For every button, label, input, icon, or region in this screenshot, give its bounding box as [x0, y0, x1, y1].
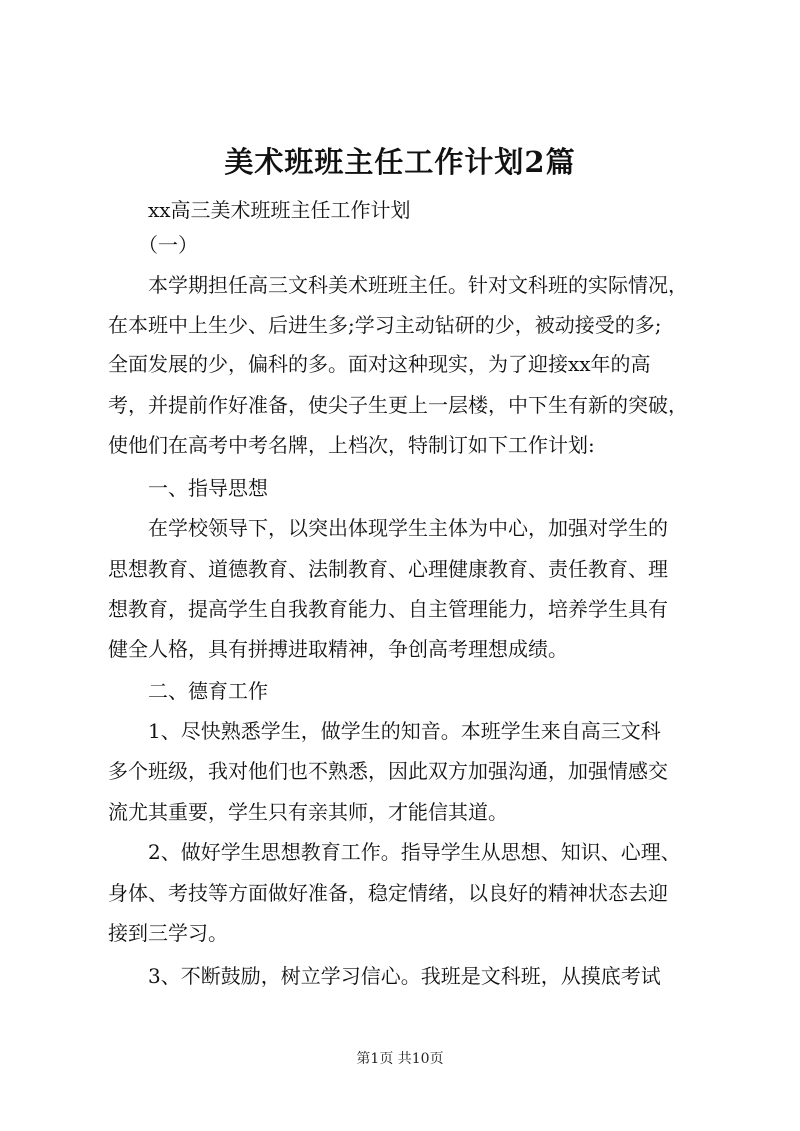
- body-line: xx高三美术班班主任工作计划: [108, 198, 411, 222]
- body-line: 使他们在高考中考名牌，上档次，特制订如下工作计划:: [108, 433, 595, 457]
- body-line: 多个班级，我对他们也不熟悉，因此双方加强沟通，加强情感交: [108, 759, 668, 783]
- body-line: 本学期担任高三文科美术班班主任。针对文科班的实际情况，: [108, 273, 688, 297]
- body-line: 在学校领导下，以突出体现学生主体为中心，加强对学生的: [108, 516, 668, 540]
- body-line: 考，并提前作好准备，使尖子生更上一层楼，中下生有新的突破，: [108, 393, 688, 417]
- body-line: 全面发展的少，偏科的多。面对这种现实，为了迎接xx年的高: [108, 352, 651, 376]
- body-line: 身体、考技等方面做好准备，稳定情绪，以良好的精神状态去迎: [108, 881, 668, 905]
- body-line: 想教育，提高学生自我教育能力、自主管理能力，培养学生具有: [108, 597, 668, 621]
- body-line: 健全人格，具有拼搏进取精神，争创高考理想成绩。: [108, 637, 568, 661]
- section-heading: 二、德育工作: [108, 679, 268, 703]
- body-line: 3、不断鼓励，树立学习信心。我班是文科班，从摸底考试: [108, 964, 661, 988]
- section-heading: 一、指导思想: [108, 476, 268, 500]
- body-line: 思想教育、道德教育、法制教育、心理健康教育、责任教育、理: [108, 557, 668, 581]
- body-line: （一）: [108, 233, 198, 257]
- page-number-footer: 第1页 共10页: [356, 1051, 444, 1067]
- body-line: 2、做好学生思想教育工作。指导学生从思想、知识、心理、: [108, 840, 681, 864]
- body-line: 在本班中上生少、后进生多;学习主动钻研的少，被动接受的多;: [108, 313, 662, 337]
- body-line: 1、尽快熟悉学生，做学生的知音。本班学生来自高三文科: [108, 719, 661, 743]
- body-line: 接到三学习。: [108, 921, 228, 945]
- document-title: 美术班班主任工作计划2篇: [224, 145, 576, 179]
- body-line: 流尤其重要，学生只有亲其师，才能信其道。: [108, 800, 508, 824]
